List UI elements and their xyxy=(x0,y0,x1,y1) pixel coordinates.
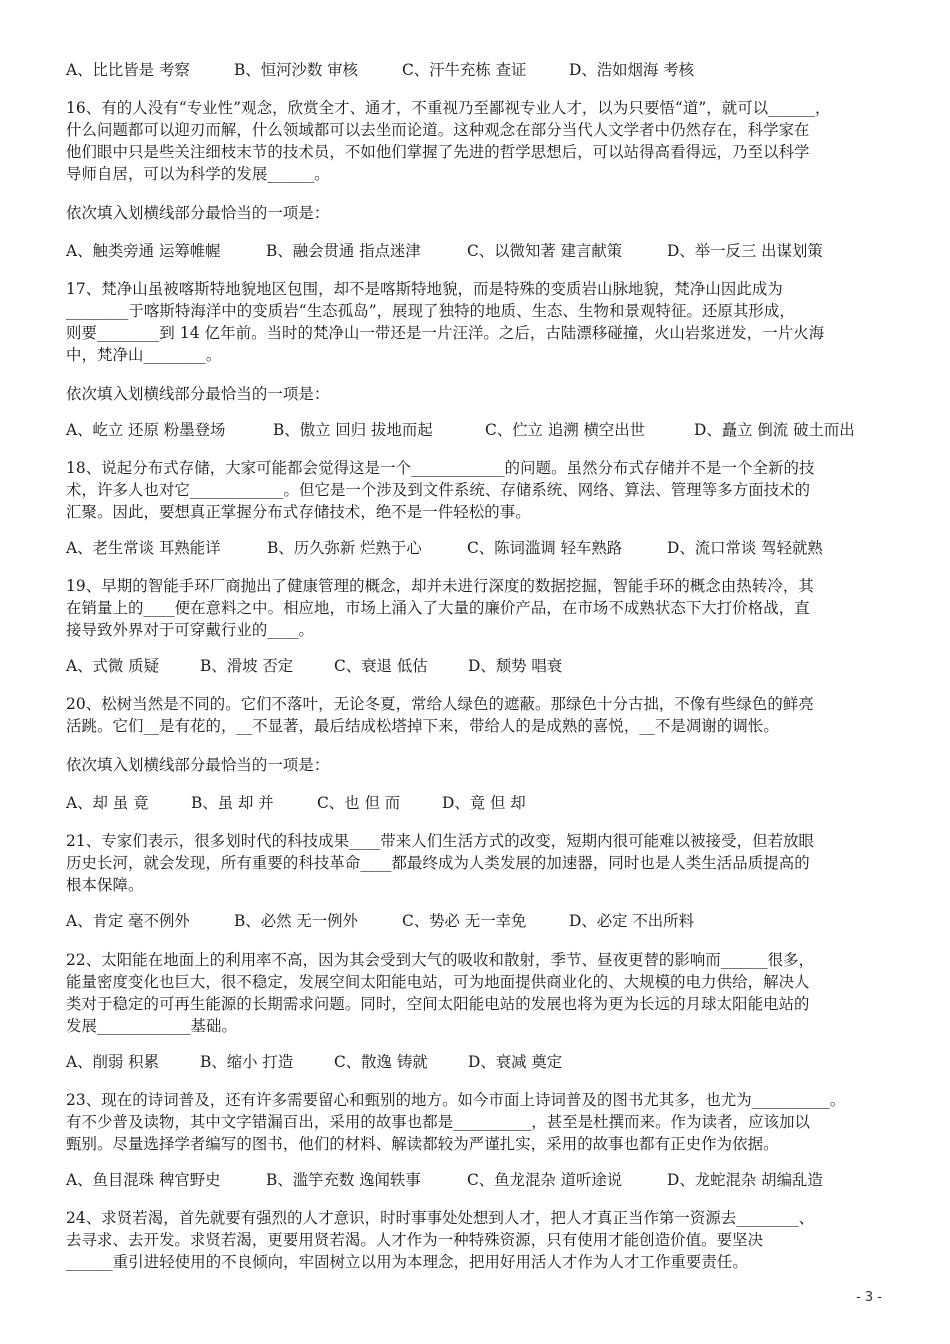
answer-option: D、必定 不出所料 xyxy=(569,912,694,930)
answer-option: D、颓势 唱衰 xyxy=(468,657,563,675)
text-line: 23、现在的诗词普及，还有许多需要留心和甄别的地方。如今市面上诗词普及的图书尤其多，也尤为__________。 xyxy=(66,1091,846,1109)
text-line: 去寻求、去开发。求贤若渴，更要用贤若渴。人才作为一种特殊资源，只有使用才能创造价值。要坚决 xyxy=(66,1231,764,1249)
text-line: 发展____________基础。 xyxy=(66,1017,237,1035)
text-line: 活跳。它们__是有花的，__不显著，最后结成松塔掉下来，带给人的是成熟的喜悦，__不是凋谢的调怅。 xyxy=(66,717,779,735)
answer-option: C、伫立 追溯 横空出世 xyxy=(485,421,646,439)
answer-option: B、历久弥新 烂熟于心 xyxy=(267,539,422,557)
text-line: 18、说起分布式存储，大家可能都会觉得这是一个____________的问题。虽然分布式存储并不是一个全新的技 xyxy=(66,459,815,477)
answer-option: D、竟 但 却 xyxy=(442,794,526,812)
text-line: ________于喀斯特海洋中的变质岩“生态孤岛”，展现了独特的地质、生态、生物和景观特征。还原其形成， xyxy=(66,302,795,320)
text-line: 能量密度变化也巨大，很不稳定，发展空间太阳能电站，可为地面提供商业化的、大规模的电力供给，解决人 xyxy=(66,973,810,991)
text-line: 甄别。尽量选择学者编写的图书，他们的材料、解读都较为严谨扎实，采用的故事也都有正史作为依据。 xyxy=(66,1135,779,1153)
text-line: 在销量上的____便在意料之中。相应地，市场上涌入了大量的廉价产品，在市场不成熟状态下大打价格战，直 xyxy=(66,599,810,617)
text-line: 汇聚。因此，要想真正掌握分布式存储技术，绝不是一件轻松的事。 xyxy=(66,503,531,521)
answer-option: B、滥竽充数 逸闻轶事 xyxy=(266,1171,421,1189)
text-line: 21、专家们表示，很多划时代的科技成果____带来人们生活方式的改变，短期内很可能难以被接受，但若放眼 xyxy=(66,832,815,850)
answer-option: D、矗立 倒流 破土而出 xyxy=(694,421,855,439)
answer-option: B、必然 无一例外 xyxy=(234,912,358,930)
answer-option: C、以微知著 建言献策 xyxy=(467,242,623,260)
text-line: 16、有的人没有“专业性”观念，欣赏全才、通才，不重视乃至鄙视专业人才，以为只要悟“道”，就可以______， xyxy=(66,99,831,117)
page-number: - 3 - xyxy=(856,1290,882,1305)
answer-option: B、恒河沙数 审核 xyxy=(234,61,358,79)
text-line: ______重引进轻使用的不良倾向，牢固树立以用为本理念，把用好用活人才作为人才工作重要责任。 xyxy=(66,1253,748,1271)
answer-option: A、鱼目混珠 稗官野史 xyxy=(66,1171,221,1189)
answer-option: C、陈词滥调 轻车熟路 xyxy=(467,539,623,557)
text-line: 类对于稳定的可再生能源的长期需求问题。同时，空间太阳能电站的发展也将为更为长远的月球太阳能电站的 xyxy=(66,995,810,1013)
answer-option: B、虽 却 并 xyxy=(191,794,274,812)
answer-option: C、势必 无一幸免 xyxy=(402,912,527,930)
answer-option: C、散逸 铸就 xyxy=(334,1053,428,1071)
text-line: 导师自居，可以为科学的发展______。 xyxy=(66,165,330,183)
answer-option: D、流口常谈 驾轻就熟 xyxy=(667,539,823,557)
answer-option: B、滑坡 否定 xyxy=(200,657,294,675)
answer-option: D、浩如烟海 考核 xyxy=(569,61,694,79)
answer-option: C、汗牛充栋 查证 xyxy=(402,61,527,79)
text-line: 中，梵净山________。 xyxy=(66,346,222,364)
answer-option: B、傲立 回归 拔地而起 xyxy=(273,421,433,439)
answer-option: A、削弱 积累 xyxy=(66,1053,159,1071)
text-line: 依次填入划横线部分最恰当的一项是： xyxy=(66,204,330,222)
text-line: 术，许多人也对它____________。但它是一个涉及到文件系统、存储系统、网络、算法、管理等多方面技术的 xyxy=(66,481,811,499)
text-line: 24、求贤若渴，首先就要有强烈的人才意识，时时事事处处想到人才，把人才真正当作第一资源去________、 xyxy=(66,1209,815,1227)
text-line: 19、早期的智能手环厂商抛出了健康管理的概念，却并未进行深度的数据挖掘，智能手环的概念由热转冷，其 xyxy=(66,577,814,595)
answer-option: A、比比皆是 考察 xyxy=(66,61,190,79)
text-line: 依次填入划横线部分最恰当的一项是： xyxy=(66,385,330,403)
answer-option: D、举一反三 出谋划策 xyxy=(667,242,823,260)
text-line: 根本保障。 xyxy=(66,876,144,894)
answer-option: D、龙蛇混杂 胡编乱造 xyxy=(667,1171,823,1189)
answer-option: B、缩小 打造 xyxy=(200,1053,294,1071)
text-line: 则要________到 14 亿年前。当时的梵净山一带还是一片汪洋。之后，古陆漂移碰撞，火山岩浆迸发，一片火海 xyxy=(66,324,825,342)
answer-option: C、鱼龙混杂 道听途说 xyxy=(467,1171,623,1189)
text-line: 接导致外界对于可穿戴行业的____。 xyxy=(66,621,315,639)
answer-option: A、式微 质疑 xyxy=(66,657,159,675)
text-line: 22、太阳能在地面上的利用率不高，因为其会受到大气的吸收和散射，季节、昼夜更替的影响而______很多， xyxy=(66,951,815,969)
answer-option: D、衰减 奠定 xyxy=(468,1053,563,1071)
text-line: 依次填入划横线部分最恰当的一项是： xyxy=(66,756,330,774)
answer-option: A、屹立 还原 粉墨登场 xyxy=(66,421,226,439)
answer-option: C、也 但 而 xyxy=(317,794,401,812)
answer-option: A、老生常谈 耳熟能详 xyxy=(66,539,221,557)
text-line: 他们眼中只是些关注细枝末节的技术员，不如他们掌握了先进的哲学思想后，可以站得高看得远，乃至以科学 xyxy=(66,143,810,161)
answer-option: B、融会贯通 指点迷津 xyxy=(266,242,421,260)
answer-option: A、肯定 毫不例外 xyxy=(66,912,190,930)
answer-option: C、衰退 低估 xyxy=(334,657,428,675)
text-line: 20、松树当然是不同的。它们不落叶，无论冬夏，常给人绿色的遮蔽。那绿色十分古拙，不像有些绿色的鲜亮 xyxy=(66,695,814,713)
answer-option: A、却 虽 竟 xyxy=(66,794,149,812)
answer-option: A、触类旁通 运筹帷幄 xyxy=(66,242,221,260)
text-line: 有不少普及读物，其中文字错漏百出，采用的故事也都是__________，甚至是杜撰而来。作为读者，应该加以 xyxy=(66,1113,811,1131)
text-line: 17、梵净山虽被喀斯特地貌地区包围，却不是喀斯特地貌，而是特殊的变质岩山脉地貌，梵净山因此成为 xyxy=(66,280,783,298)
text-line: 什么问题都可以迎刃而解，什么领域都可以去坐而论道。这种观念在部分当代人文学者中仍然存在，科学家在 xyxy=(66,121,810,139)
text-line: 历史长河，就会发现，所有重要的科技革命____都最终成为人类发展的加速器，同时也是人类生活品质提高的 xyxy=(66,854,810,872)
